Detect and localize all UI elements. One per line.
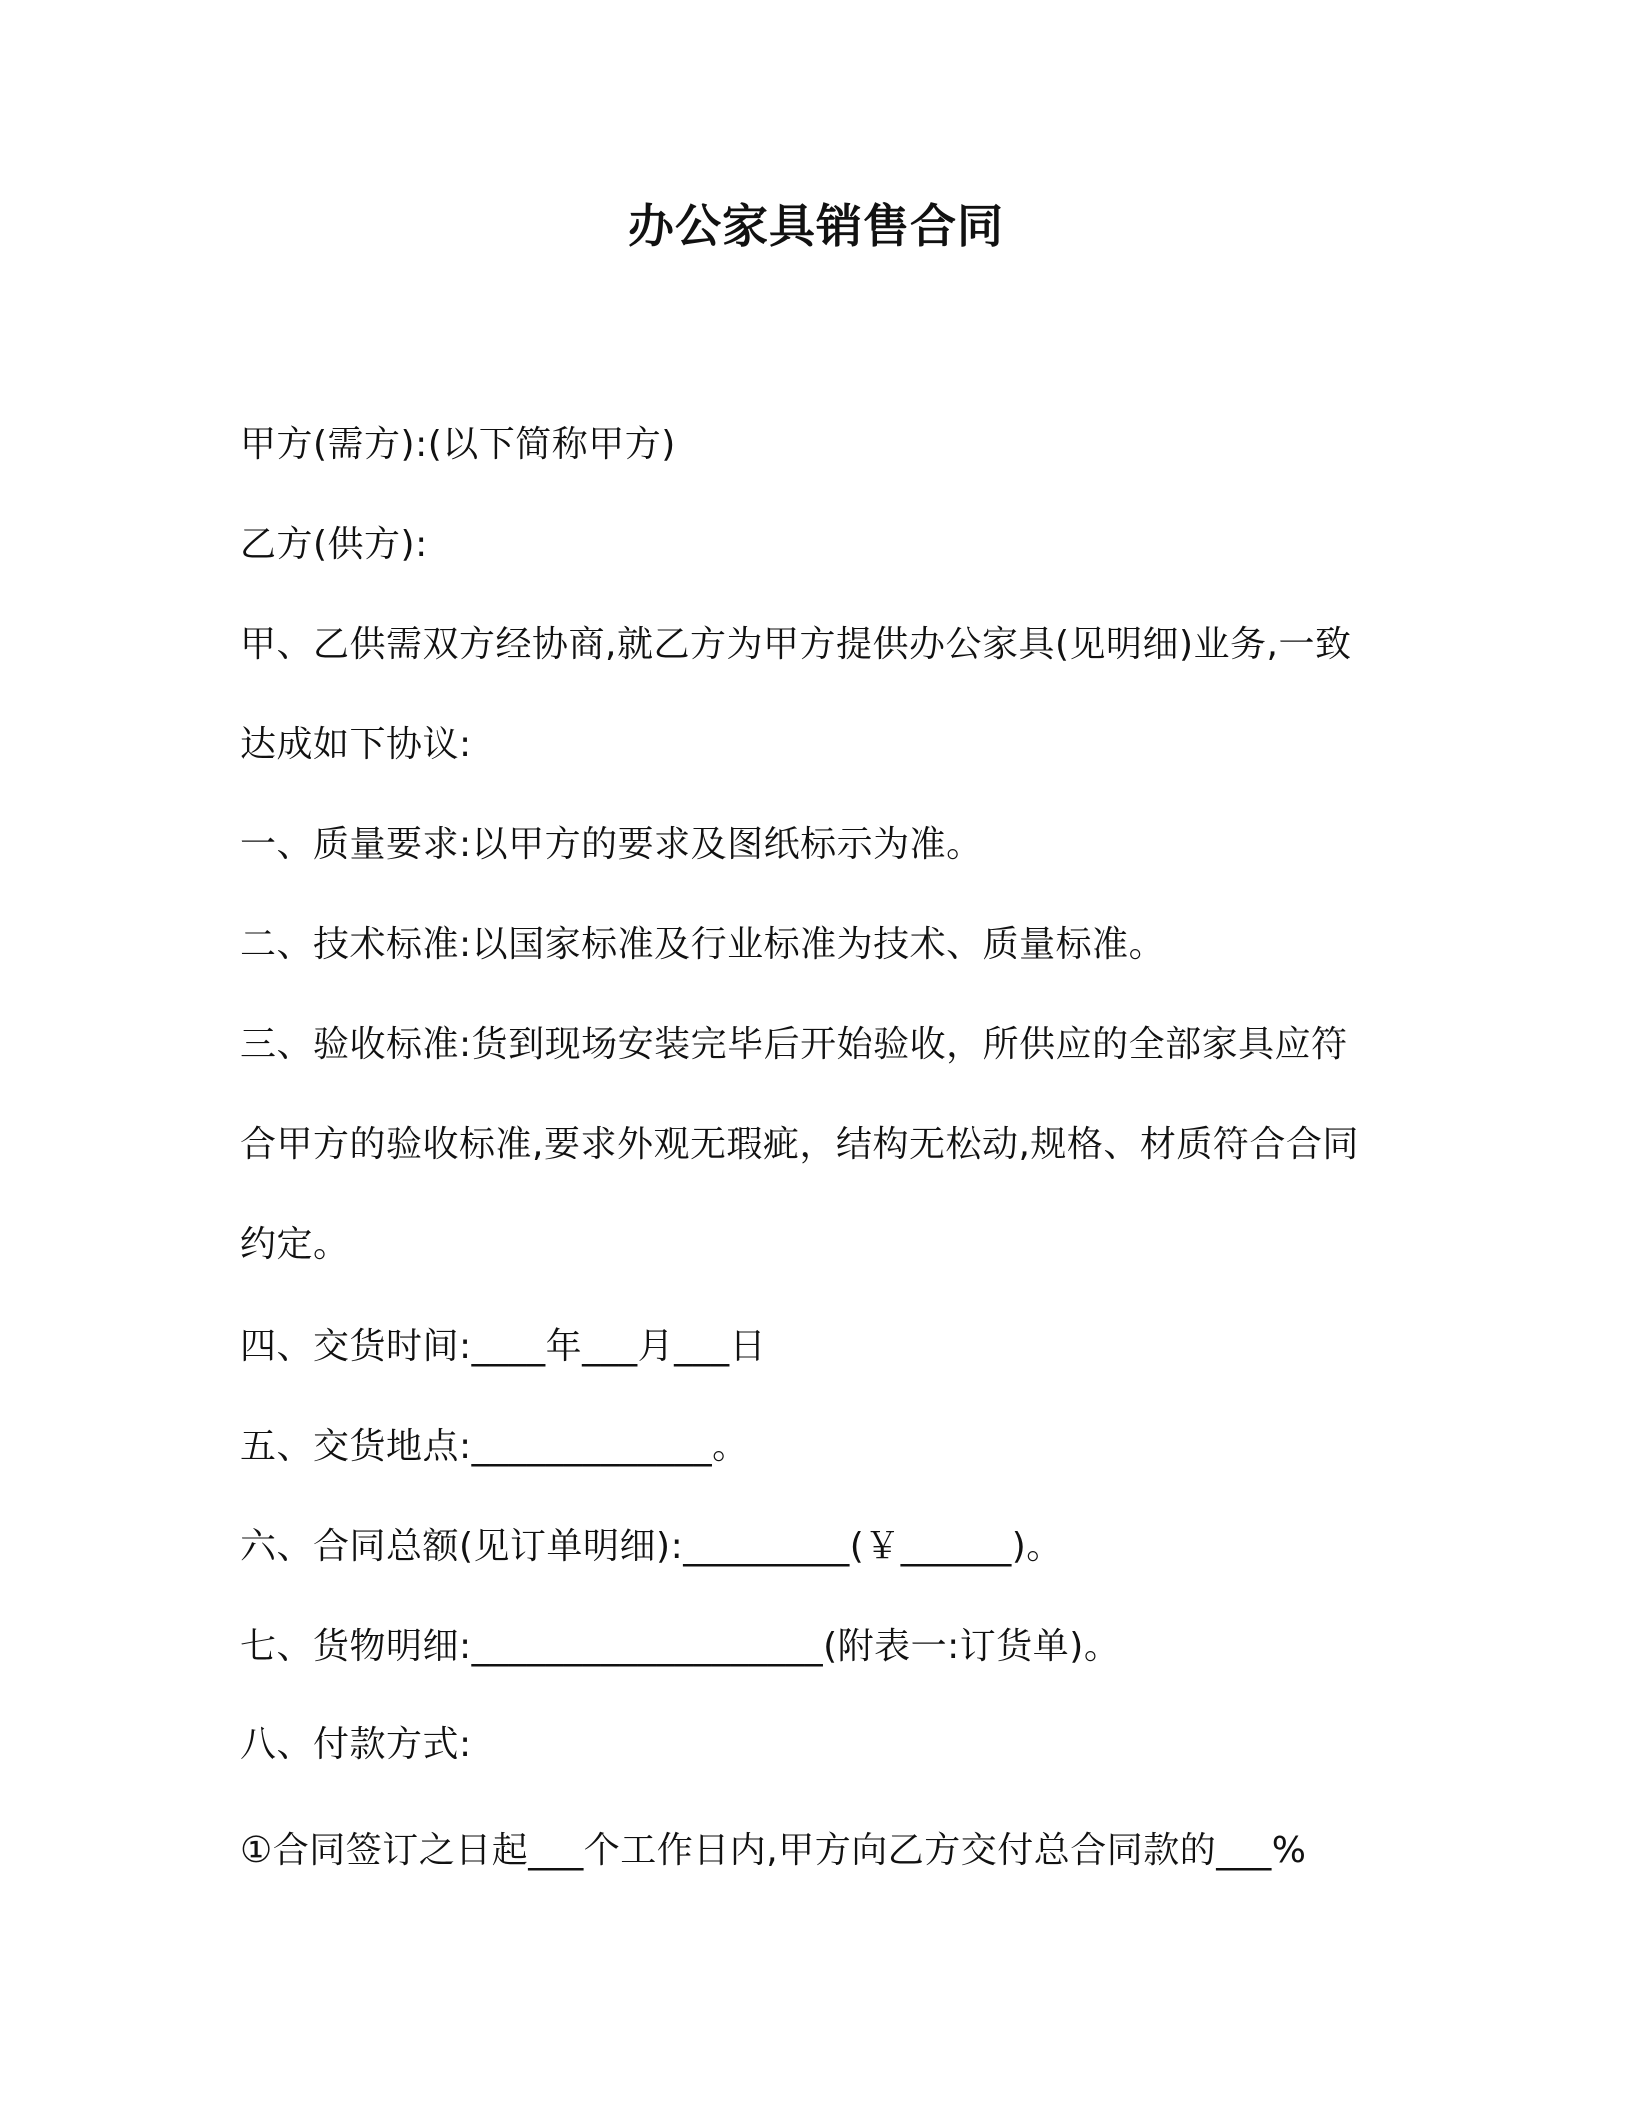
clause-2-standard: 二、技术标准:以国家标准及行业标准为技术、质量标准。 — [240, 924, 1166, 965]
clause-7-goods-details: 七、货物明细:___________________(附表一:订货单)。 — [240, 1626, 1121, 1667]
intro-line-2: 达成如下协议: — [240, 724, 472, 765]
clause-3-acceptance-line-1: 三、验收标准:货到现场安装完毕后开始验收，所供应的全部家具应符 — [240, 1024, 1348, 1065]
clause-8-payment: 八、付款方式: — [240, 1724, 472, 1765]
party-a-line: 甲方(需方):(以下简称甲方) — [240, 424, 676, 465]
clause-4-delivery-time: 四、交货时间:____年___月___日 — [240, 1326, 767, 1367]
document-title: 办公家具销售合同 — [628, 199, 1004, 253]
payment-item-1: ①合同签订之日起___个工作日内,甲方向乙方交付总合同款的___% — [240, 1830, 1307, 1871]
party-b-line: 乙方(供方): — [240, 524, 428, 565]
intro-line-1: 甲、乙供需双方经协商,就乙方为甲方提供办公家具(见明细)业务,一致 — [240, 624, 1352, 665]
clause-1-quality: 一、质量要求:以甲方的要求及图纸标示为准。 — [240, 824, 983, 865]
clause-3-acceptance-line-2: 合甲方的验收标准,要求外观无瑕疵，结构无松动,规格、材质符合合同 — [240, 1124, 1359, 1165]
clause-6-total-amount: 六、合同总额(见订单明细):_________(￥______)。 — [240, 1526, 1063, 1567]
clause-3-acceptance-line-3: 约定。 — [240, 1224, 350, 1265]
clause-5-delivery-place: 五、交货地点:_____________。 — [240, 1426, 749, 1467]
